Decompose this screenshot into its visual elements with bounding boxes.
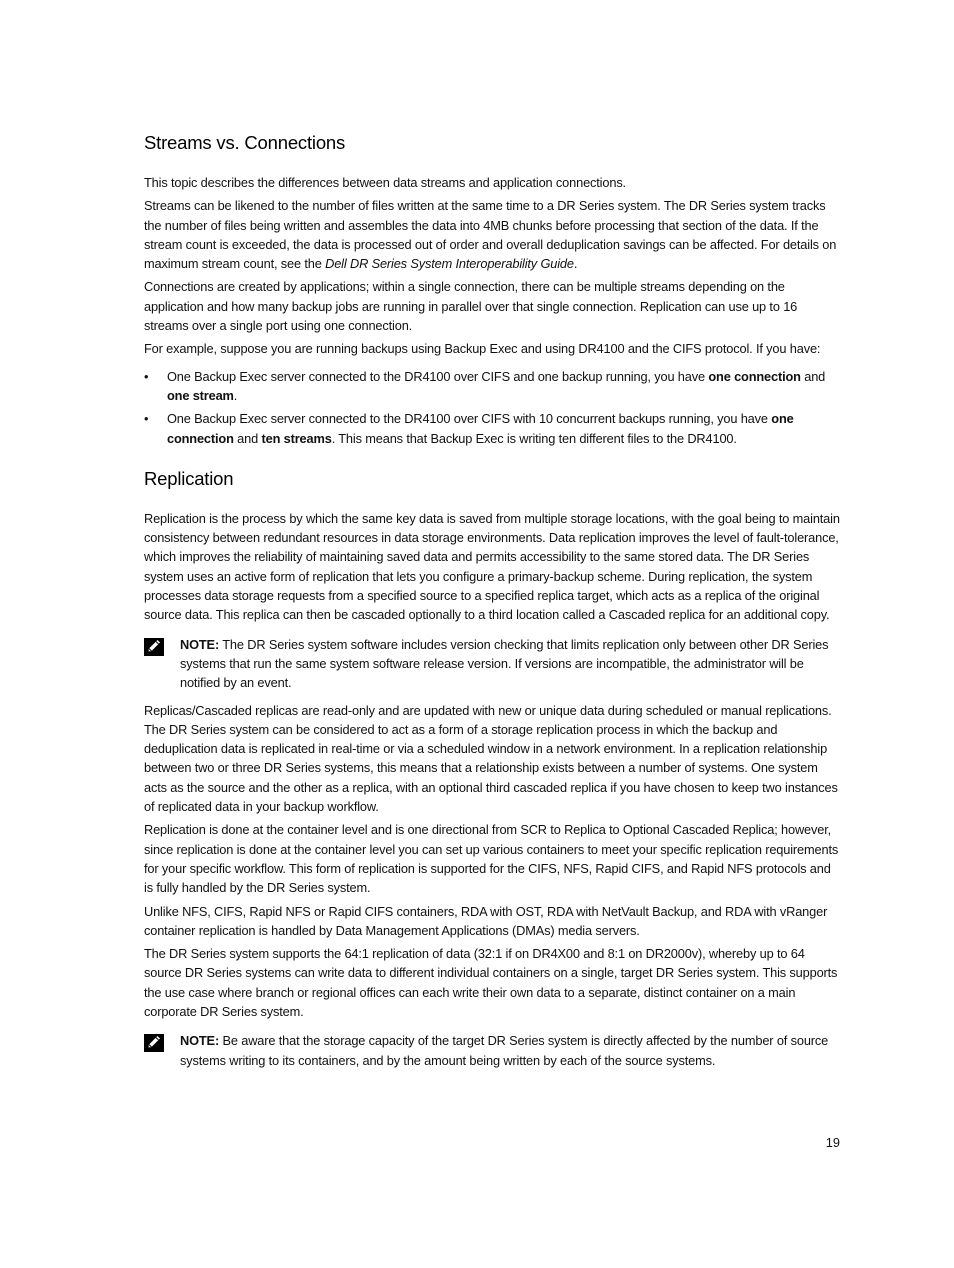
note-label: NOTE:	[180, 1033, 220, 1049]
paragraph: Unlike NFS, CIFS, Rapid NFS or Rapid CIFS containers, RDA with OST, RDA with NetVault Backup, and RDA with vRanger container replication is handled by Data Management Applications (DMAs) media servers.	[144, 903, 828, 938]
paragraph: This topic describes the differences between data streams and application connections.	[144, 175, 626, 190]
paragraph: Connections are created by applications; within a single connection, there can be multiple streams depending on the application and how many backup jobs are running in parallel over that single connection. Replication can use up to 16 streams over a single port using one connection.	[144, 279, 798, 334]
paragraph: Replication is the process by which the same key data is saved from multiple storage locations, with the goal being to maintain consistency between redundant resources in data storage environments. Data replication improves the level of fault-tolerance, which improves the reliability of maintaining saved data and permits accessibility to the same stored data. The DR Series system uses an active form of replication that lets you configure a primary-backup scheme. During replication, the system processes data storage requests from a specified source to a specified replica target, which acts as a replica of the original source data. This replica can then be cascaded optionally to a third location called a Cascaded replica for an additional copy.	[144, 510, 840, 623]
paragraph: For example, suppose you are running backups using Backup Exec and using DR4100 and the CIFS protocol. If you have:	[144, 341, 821, 357]
paragraph: Replication is done at the container level and is one directional from SCR to Replica to Optional Cascaded Replica; however, since replication is done at the container level you can set up various containers to meet your specific replication requirements for your specific workflow. This form of replication is supported for the CIFS, NFS, Rapid CIFS, and Rapid NFS protocols and is fully handled by the DR Series system.	[144, 822, 839, 896]
pencil-note-icon	[144, 638, 164, 656]
note-block: NOTE: The DR Series system software includes version checking that limits replication only between other DR Series systems that run the same system software release version. If versions are incompatible, the administrator will be notified by an event.	[144, 635, 840, 693]
bullet-icon: •	[144, 411, 149, 427]
guide-title: Dell DR Series System Interoperability Guide	[325, 256, 574, 272]
section-heading-streams: Streams vs. Connections	[144, 132, 346, 153]
pencil-note-icon	[144, 1034, 164, 1052]
page-content	[144, 128, 840, 1078]
paragraph: Replicas/Cascaded replicas are read-only and are updated with new or unique data during scheduled or manual replications. The DR Series system can be considered to act as a form of a storage replication process in which the backup and deduplication data is replicated in real-time or via a scheduled window in a network environment. In a replication relationship between two or three DR Series systems, this means that a relationship exists between a number of systems. One system acts as the source and the other as a replica, with an optional third cascaded replica if you have chosen to keep two instances of replicated data in your backup workflow.	[144, 702, 838, 815]
list-item: • One Backup Exec server connected to the DR4100 over CIFS with 10 concurrent backups running, you have one connection and ten streams. This means that Backup Exec is writing ten different files to the DR4100.	[144, 411, 794, 446]
note-block: NOTE: Be aware that the storage capacity of the target DR Series system is directly affected by the number of source systems writing to its containers, and by the amount being written by each of the source systems.	[144, 1031, 840, 1070]
list-item: • One Backup Exec server connected to the DR4100 over CIFS and one backup running, you have one connection and one stream.	[144, 368, 826, 403]
bullet-icon: •	[144, 368, 149, 384]
page-number: 19	[825, 1135, 840, 1150]
note-label: NOTE:	[180, 636, 220, 652]
section-heading-replication: Replication	[144, 467, 234, 489]
paragraph: The DR Series system supports the 64:1 replication of data (32:1 if on DR4X00 and 8:1 on DR2000v), whereby up to 64 source DR Series systems can write data to different individual containers on a single, target DR Series system. This supports the use case where branch or regional offices can each write their own data to a separate, distinct container on a main corporate DR Series system.	[144, 946, 838, 1019]
bullet-list	[144, 367, 840, 448]
paragraph: Streams can be likened to the number of files written at the same time to a DR Series system. The DR Series system tracks the number of files being written and assembles the data into 4MB chunks before processing that section of the data. If the stream count is exceeded, the data is processed out of order and overall deduplication savings can be affected. For details on maximum stream count, see the Dell DR Series System Interoperability Guide.	[144, 198, 837, 272]
